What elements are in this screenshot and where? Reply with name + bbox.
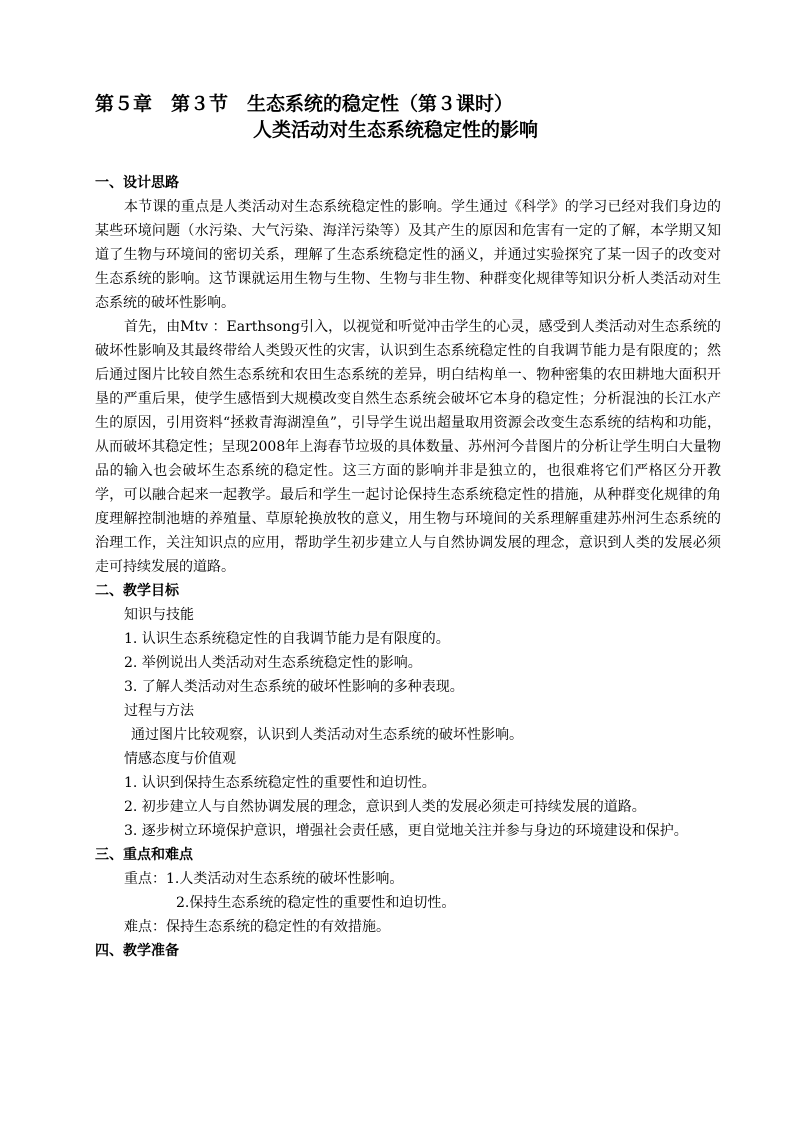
section-heading-key-points: 三、重点和难点	[95, 847, 193, 863]
objective-attitude-2: 2. 初步建立人与自然协调发展的理念，意识到人类的发展必须走可持续发展的道路。	[124, 799, 646, 815]
objective-knowledge-2: 2. 举例说出人类活动对生态系统稳定性的影响。	[124, 655, 422, 671]
subheading-process: 过程与方法	[124, 703, 194, 719]
key-point-2: 2.保持生态系统的稳定性的重要性和迫切性。	[176, 895, 456, 911]
objective-attitude-3: 3. 逐步树立环境保护意识，增强社会责任感，更自觉地关注并参与身边的环境建设和保护。	[124, 823, 688, 839]
paragraph-design-1: 本节课的重点是人类活动对生态系统稳定性的影响。学生通过《科学》的学习已经对我们身边的某些环境问题（水污染、大气污染、海洋污染等）及其产生的原因和危害有一定的了解，本学期又知道了生物与环境间的密切关系，理解了生态系统稳定性的涵义，并通过实验探究了某一因子的改变对生态系统的影响。这节课就运用生物与生物、生物与非生物、种群变化规律等知识分析人类活动对生态系统的破坏性影响。	[95, 199, 721, 311]
difficult-point: 难点：保持生态系统的稳定性的有效措施。	[124, 919, 390, 935]
section-heading-preparation: 四、教学准备	[95, 943, 179, 959]
subheading-attitude: 情感态度与价值观	[124, 751, 236, 767]
section-heading-design: 一、设计思路	[95, 175, 179, 191]
paragraph-design-2: 首先，由Mtv ：Earthsong引入，以视觉和听觉冲击学生的心灵，感受到人类活动对生态系统的破坏性影响及其最终带给人类毁灭性的灾害，认识到生态系统稳定性的自我调节能力是有限度的；然后通过图片比较自然生态系统和农田生态系统的差异，明白结构单一、物种密集的农田耕地大面积开垦的严重后果，使学生感悟到大规模改变自然生态系统会破坏它本身的稳定性；分析混浊的长江水产生的原因，引用资料“拯救青海湖湟鱼”，引导学生说出超量取用资源会改变生态系统的结构和功能，从而破坏其稳定性；呈现2008年上海春节垃圾的具体数量、苏州河今昔图片的分析让学生明白大量物品的输入也会破坏生态系统的稳定性。这三方面的影响并非是独立的，也很难将它们严格区分开教学，可以融合起来一起教学。最后和学生一起讨论保持生态系统稳定性的措施，从种群变化规律的角度理解控制池塘的养殖量、草原轮换放牧的意义，用生物与环境间的关系理解重建苏州河生态系统的治理工作，关注知识点的应用，帮助学生初步建立人与自然协调发展的理念，意识到人类的发展必须走可持续发展的道路。	[95, 319, 721, 575]
objective-attitude-1: 1. 认识到保持生态系统稳定性的重要性和迫切性。	[124, 775, 436, 791]
section-heading-objectives: 二、教学目标	[95, 583, 179, 599]
objective-knowledge-3: 3. 了解人类活动对生态系统的破坏性影响的多种表现。	[124, 679, 464, 695]
document-title-line2: 人类活动对生态系统稳定性的影响	[253, 119, 539, 141]
objective-knowledge-1: 1. 认识生态系统稳定性的自我调节能力是有限度的。	[124, 631, 450, 647]
document-body	[95, 171, 721, 963]
key-point-1: 重点：1.人类活动对生态系统的破坏性影响。	[124, 871, 404, 887]
document-title-line1: 第５章 第３节 生态系统的稳定性（第３课时）	[95, 93, 514, 115]
objective-process-1: 通过图片比较观察，认识到人类活动对生态系统的破坏性影响。	[131, 727, 523, 743]
subheading-knowledge: 知识与技能	[124, 607, 194, 623]
